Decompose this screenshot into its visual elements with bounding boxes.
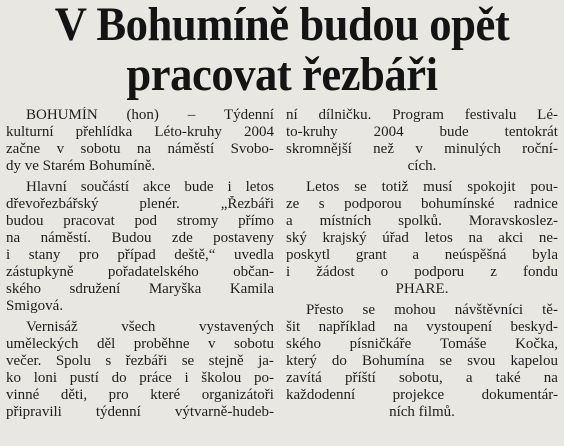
headline-line-1: V Bohumíně budou opět [54, 0, 510, 51]
text-line: ský krajský úřad letos na akci ne- [286, 230, 558, 246]
text-line: připravili týdenní výtvarně-hudeb- [6, 404, 274, 420]
text-line: a místních spolků. Moravskoslez- [286, 213, 558, 229]
text-line: vinné děti, pro které organizátoři [6, 387, 274, 403]
text-line: poskytl grant a neúspěšná byla [286, 247, 558, 263]
text-line: ních filmů. [389, 404, 455, 420]
text-line: BOHUMÍN (hon) – Týdenní [26, 107, 274, 123]
article-column-right [286, 107, 558, 421]
text-line: to-kruhy 2004 bude tentokrát [286, 124, 558, 140]
article-column-left [6, 107, 274, 421]
text-line: každodenní projekce dokumentár- [286, 387, 558, 403]
text-line: šit například na vystoupení beskyd- [286, 319, 558, 335]
text-line: večer. Spolu s řezbáři se stejně ja- [6, 353, 274, 369]
text-line: ní dílničku. Program festivalu Lé- [286, 107, 558, 123]
headline-line-2: pracovat řezbáři [126, 48, 438, 101]
text-line: dřevořezbářský plenér. „Řezbáři [6, 196, 274, 212]
text-line: který do Bohumína se svou kapelou [286, 353, 558, 369]
text-line: zavítá příští sobotu, a také na [286, 370, 558, 386]
text-line: dy ve Starém Bohumíně. [6, 158, 156, 174]
text-line: Smigová. [6, 298, 64, 314]
text-line: ského písničkáře Tomáše Kočka, [286, 336, 558, 352]
text-line: Letos se totiž musí spokojit pou- [306, 179, 558, 195]
text-line: Hlavní součástí akce bude i letos [26, 179, 274, 195]
text-line: i stany pro případ deště,“ uvedla [6, 247, 274, 263]
text-line: uměleckých děl proběhne v sobotu [6, 336, 274, 352]
text-line: začne v sobotu na náměstí Svobo- [6, 141, 274, 157]
text-line: kulturní přehlídka Léto-kruhy 2004 [6, 124, 274, 140]
text-line: ského sdružení Maryška Kamila [6, 281, 274, 297]
headline [20, 0, 545, 100]
text-line: ko loni pustí do práce i školou po- [6, 370, 274, 386]
text-line: PHARE. [395, 281, 449, 297]
text-line: i žádost o podporu z fondu [286, 264, 558, 280]
text-line: ze s podporou bohumínské radnice [286, 196, 558, 212]
text-line: cích. [407, 158, 437, 174]
text-line: skromnější než v minulých roční- [286, 141, 558, 157]
text-line: budou pracovat pod stromy přímo [6, 213, 274, 229]
text-line: zástupkyně pořadatelského občan- [6, 264, 274, 280]
text-line: Vernisáž všech vystavených [26, 319, 274, 335]
text-line: Přesto se mohou návštěvníci tě- [306, 302, 558, 318]
text-line: na náměstí. Budou zde postaveny [6, 230, 274, 246]
